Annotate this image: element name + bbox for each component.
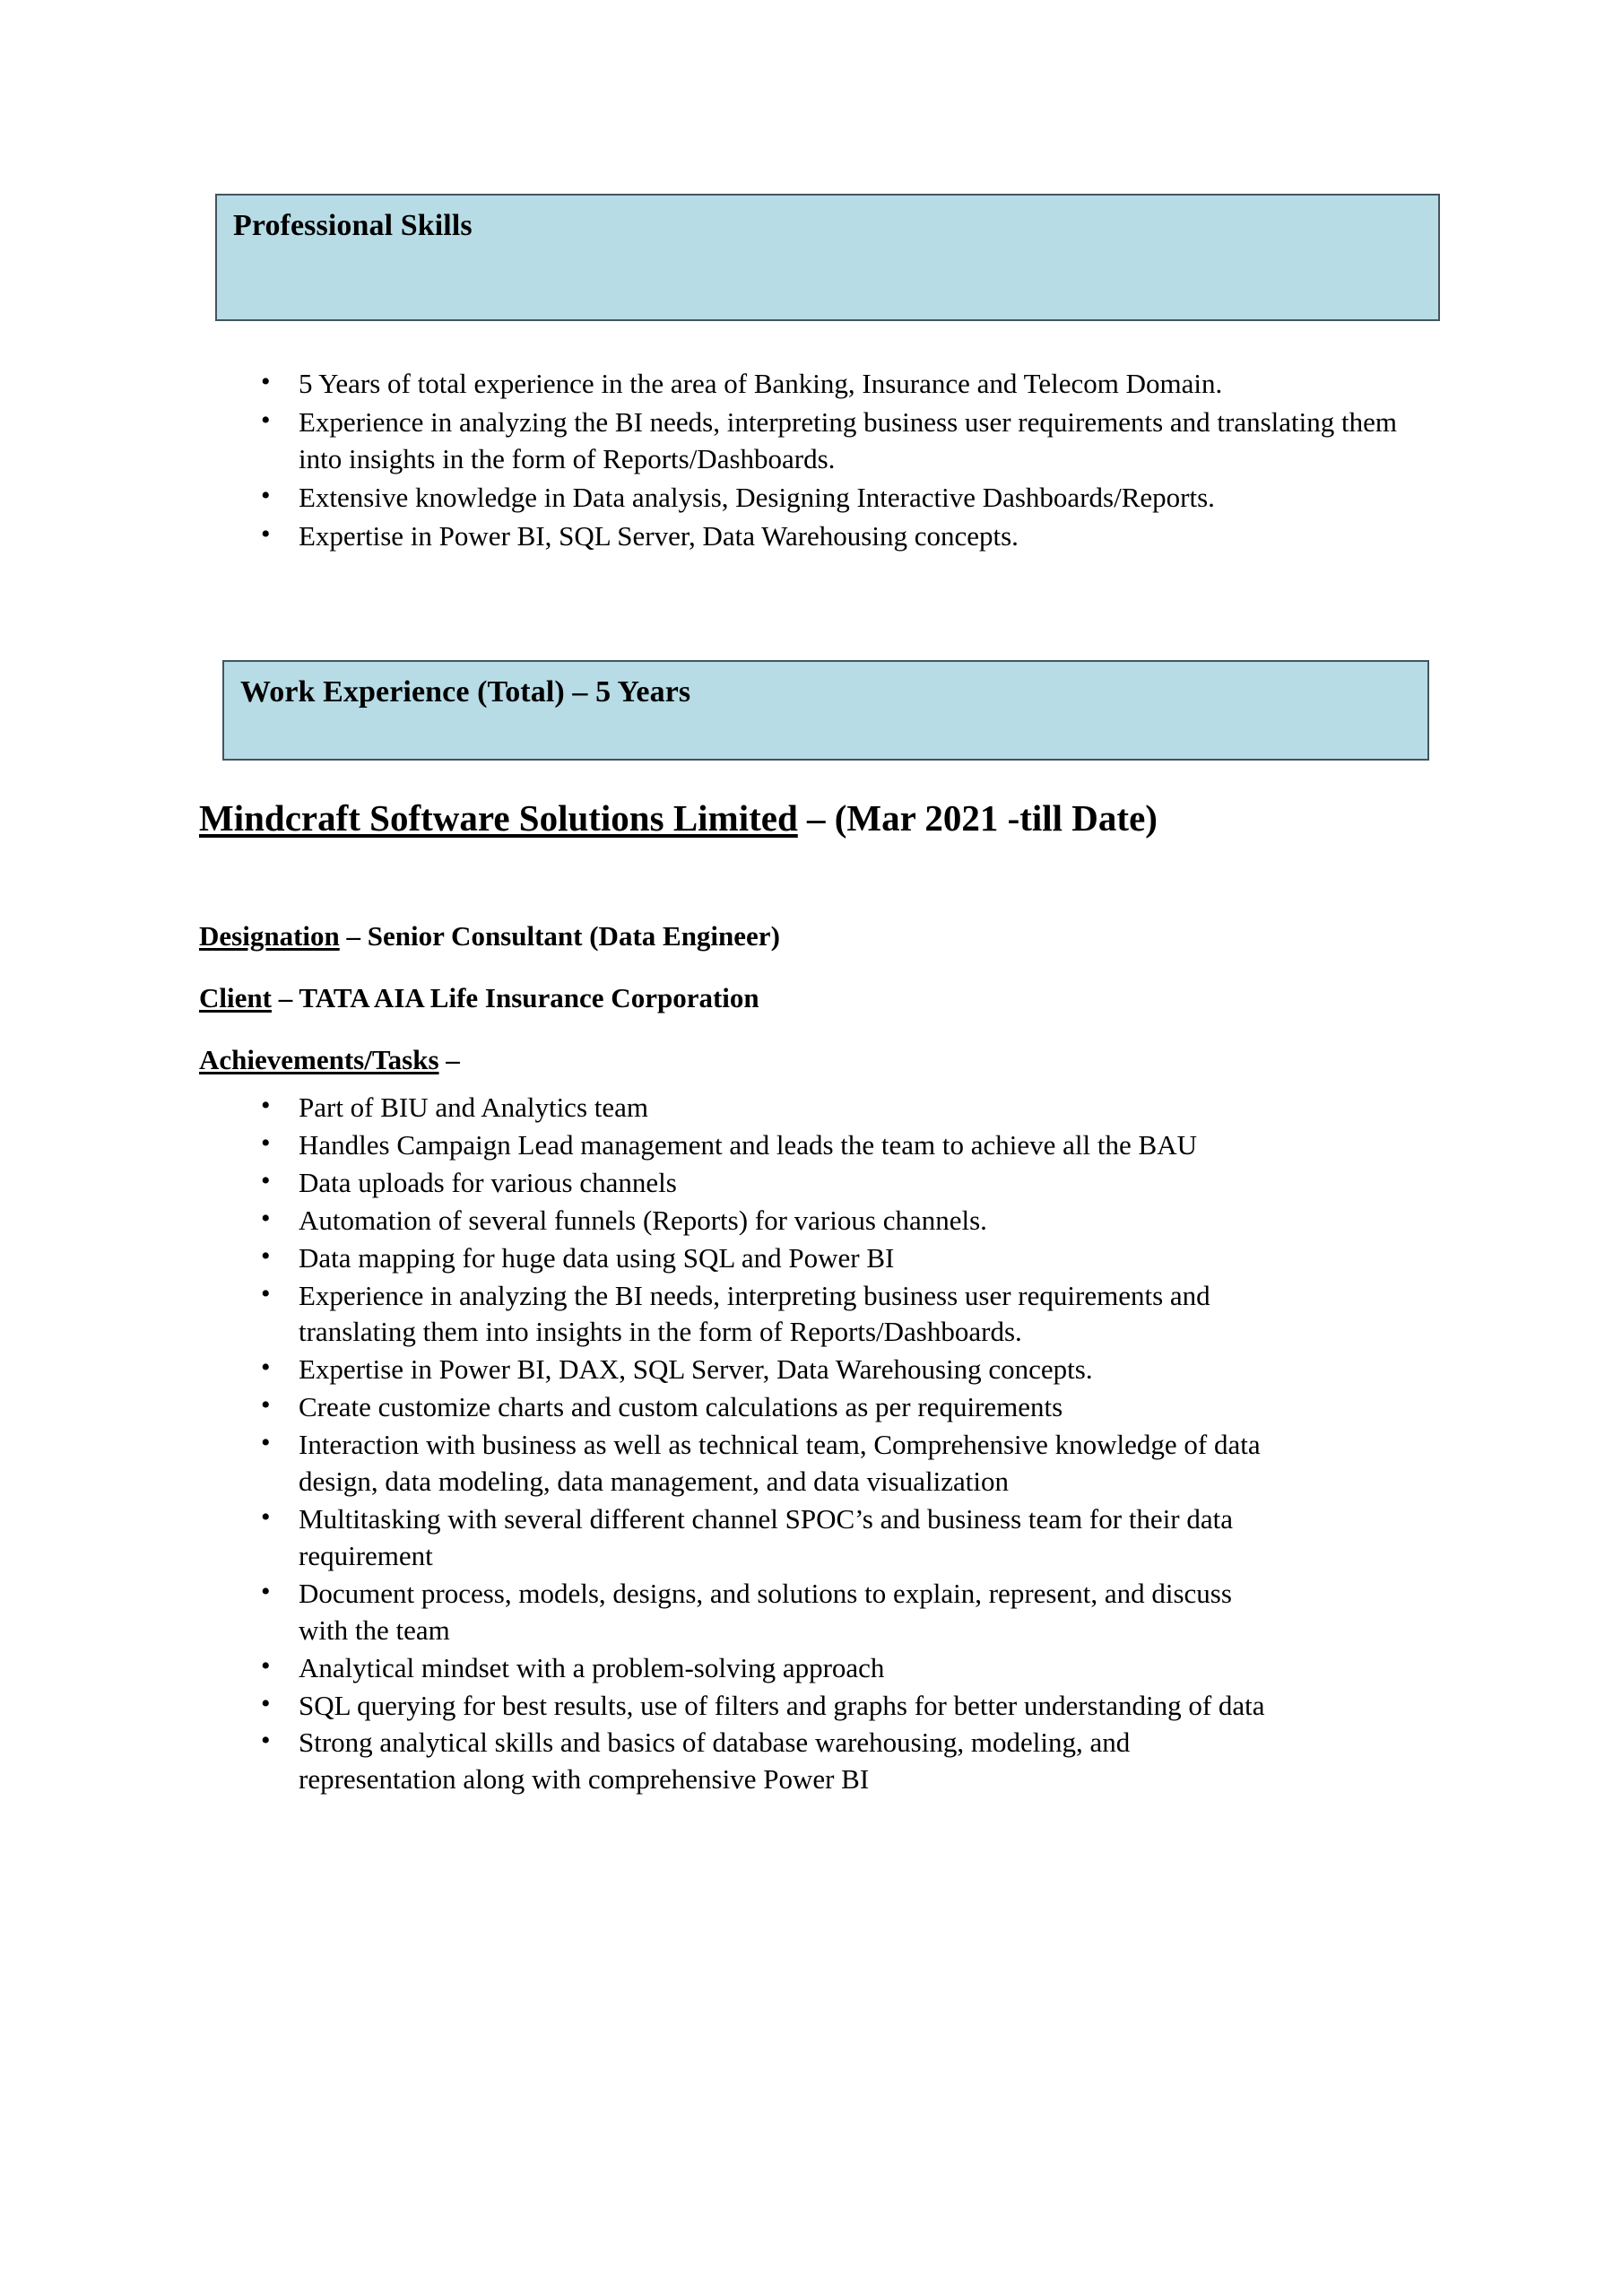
list-item: • Experience in analyzing the BI needs, interpreting business user requirements and translating them into insights in the form of Reports/Dashboards. (248, 1278, 1279, 1352)
list-item: • SQL querying for best results, use of filters and graphs for better understanding of data (248, 1688, 1279, 1725)
list-item: • Strong analytical skills and basics of database warehousing, modeling, and representation along with comprehensive Power BI (248, 1725, 1279, 1798)
list-item: • Create customize charts and custom calculations as per requirements (248, 1389, 1279, 1426)
list-item: • Interaction with business as well as technical team, Comprehensive knowledge of data design, data modeling, data management, and data visualization (248, 1427, 1279, 1500)
professional-skills-heading-text: Professional Skills (233, 209, 473, 242)
client-value: – TATA AIA Life Insurance Corporation (271, 982, 759, 1013)
company-heading (199, 796, 1158, 840)
work-experience-heading-text: Work Experience (Total) – 5 Years (240, 675, 691, 709)
list-item: • Document process, models, designs, and solutions to explain, represent, and discuss with the team (248, 1576, 1279, 1649)
list-item: • Extensive knowledge in Data analysis, Designing Interactive Dashboards/Reports. (248, 480, 1405, 517)
list-item: • Expertise in Power BI, SQL Server, Data Warehousing concepts. (248, 518, 1405, 555)
list-item: • Expertise in Power BI, DAX, SQL Server, Data Warehousing concepts. (248, 1352, 1279, 1388)
client-label: Client (199, 982, 272, 1013)
achievements-bullet-list (248, 1090, 1279, 1799)
list-item: • Data mapping for huge data using SQL and Power BI (248, 1240, 1279, 1277)
designation-line (199, 919, 780, 954)
achievements-suffix: – (438, 1044, 460, 1075)
achievements-label: Achievements/Tasks (199, 1044, 439, 1075)
professional-skills-bullet-list (248, 366, 1405, 557)
designation-value: – Senior Consultant (Data Engineer) (339, 920, 780, 952)
list-item: • Multitasking with several different channel SPOC’s and business team for their data requirement (248, 1501, 1279, 1575)
achievements-line (199, 1043, 460, 1078)
designation-label: Designation (199, 920, 340, 952)
list-item: • Data uploads for various channels (248, 1165, 1279, 1202)
list-item: • Handles Campaign Lead management and leads the team to achieve all the BAU (248, 1127, 1279, 1164)
list-item: • 5 Years of total experience in the area of Banking, Insurance and Telecom Domain. (248, 366, 1405, 403)
company-name: Mindcraft Software Solutions Limited (199, 797, 798, 839)
section-header-professional-skills (215, 194, 1440, 321)
list-item: • Experience in analyzing the BI needs, interpreting business user requirements and translating them into insights in the form of Reports/Dashboards. (248, 404, 1405, 478)
section-header-work-experience (222, 660, 1429, 761)
list-item: • Analytical mindset with a problem-solving approach (248, 1650, 1279, 1687)
client-line (199, 981, 759, 1016)
list-item: • Part of BIU and Analytics team (248, 1090, 1279, 1126)
list-item: • Automation of several funnels (Reports) for various channels. (248, 1203, 1279, 1239)
company-period: – (Mar 2021 -till Date) (797, 797, 1158, 839)
